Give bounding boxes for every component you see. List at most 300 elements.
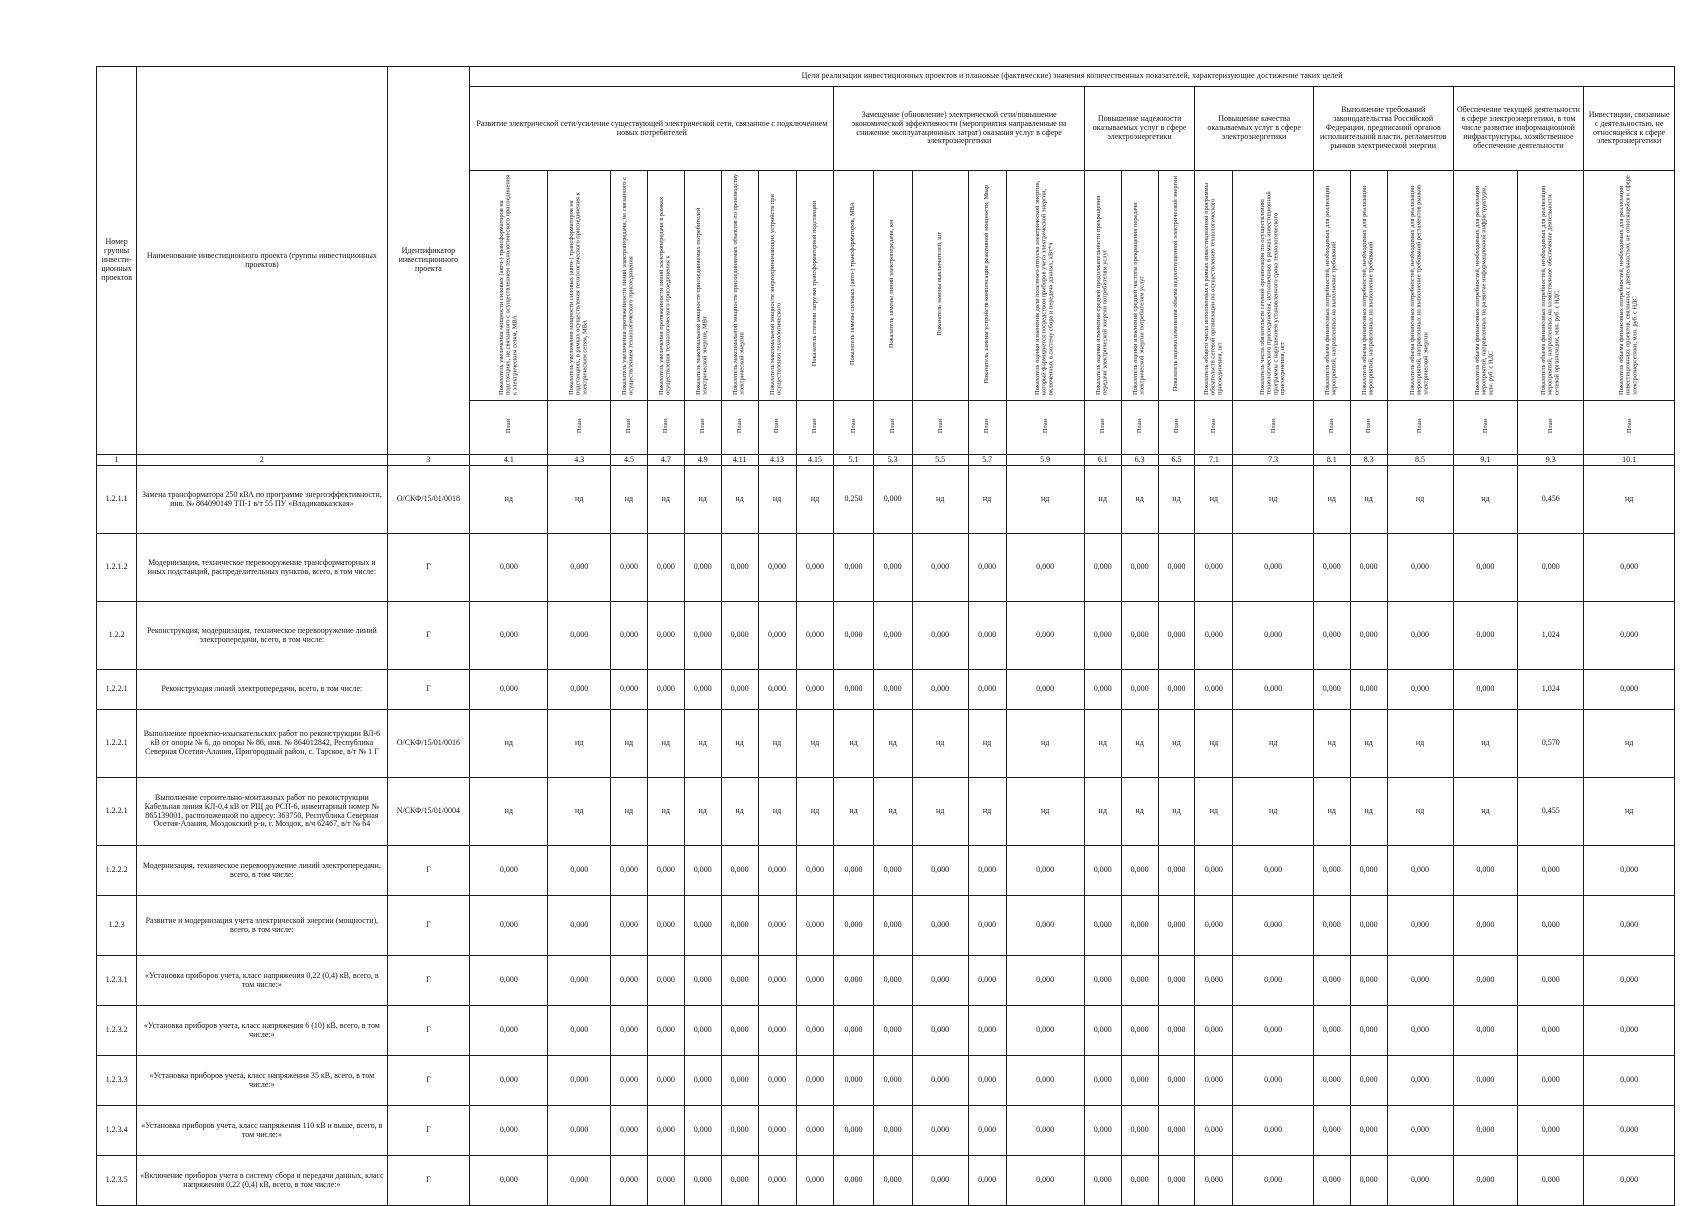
header-plan-label: План [735, 418, 743, 434]
header-indicator [1084, 171, 1121, 401]
row-value-cell: 0,000 [1313, 534, 1350, 602]
row-project-identifier: N/СКФ/15/01/0004 [387, 778, 470, 846]
row-value-cell: 0,000 [611, 602, 648, 670]
row-project-identifier: Г [387, 1106, 470, 1156]
row-value-cell: 0,000 [1584, 1006, 1675, 1056]
row-value-cell: нд [1158, 710, 1195, 778]
row-value-cell: нд [1121, 466, 1158, 534]
row-project-name: Реконструкция, модернизация, техническое перевооружение линий электропередачи, всего, в том числе: [137, 602, 387, 670]
header-indicator-label: Показатель замены линий электропередачи, км [888, 219, 896, 349]
header-plan-label: План [1328, 418, 1336, 434]
row-number: 1.2.3.1 [97, 956, 137, 1006]
row-value-cell: 0,000 [1584, 1106, 1675, 1156]
row-project-name: Модернизация, техническое перевооружение трансформаторных и иных подстанций, распределительных пунктов, всего, в том числе: [137, 534, 387, 602]
row-value-cell: 0,000 [548, 896, 611, 956]
row-value-cell: 0,000 [1350, 1106, 1387, 1156]
row-value-cell: 0,000 [1158, 956, 1195, 1006]
row-value-cell: нд [721, 466, 758, 534]
row-value-cell: 0,000 [1518, 534, 1584, 602]
header-plan-label: План [773, 418, 781, 434]
row-value-cell: 0,000 [1387, 1106, 1453, 1156]
row-value-cell: 0,000 [684, 534, 721, 602]
header-plan-cell [721, 401, 758, 455]
header-plan-label: План [1365, 418, 1373, 434]
header-indicator [912, 171, 968, 401]
row-value-cell: 0,000 [1313, 1106, 1350, 1156]
header-indicator-label: Показатель общего числа исполненных в рамках инвестиционной программы обязательств сетевой организации по осуществлению технологического присоединения, шт [1202, 182, 1224, 396]
row-value-cell: 0,000 [548, 1056, 611, 1106]
row-value-cell: 0,000 [1006, 602, 1084, 670]
row-project-identifier: О/СКФ/15/01/0016 [387, 710, 470, 778]
row-value-cell: 0,000 [968, 670, 1006, 710]
row-value-cell: 0,000 [1233, 846, 1313, 896]
column-number: 4.11 [721, 455, 758, 466]
row-value-cell: 0,000 [470, 896, 548, 956]
column-number: 9.1 [1453, 455, 1518, 466]
row-value-cell: 0,000 [684, 670, 721, 710]
header-plan-cell [1387, 401, 1453, 455]
row-value-cell: нд [1313, 710, 1350, 778]
row-value-cell: нд [470, 778, 548, 846]
row-value-cell: нд [796, 778, 834, 846]
row-value-cell: нд [1350, 778, 1387, 846]
row-value-cell: 0,000 [1158, 1156, 1195, 1206]
row-value-cell: нд [1387, 466, 1453, 534]
row-value-cell: нд [1233, 466, 1313, 534]
table-row [97, 670, 1675, 710]
row-value-cell: 0,000 [611, 670, 648, 710]
column-number: 5.1 [834, 455, 873, 466]
row-value-cell: 0,000 [1313, 1006, 1350, 1056]
row-value-cell: 0,000 [684, 956, 721, 1006]
row-value-cell: нд [647, 710, 684, 778]
column-number: 10.1 [1584, 455, 1675, 466]
row-value-cell: 0,000 [1084, 1106, 1121, 1156]
header-indicator [1584, 171, 1675, 401]
row-value-cell: 0,000 [1233, 670, 1313, 710]
row-value-cell: нд [912, 466, 968, 534]
row-value-cell: нд [684, 778, 721, 846]
row-value-cell: нд [1350, 466, 1387, 534]
row-value-cell: 0,000 [758, 1006, 796, 1056]
header-row-column-numbers [97, 455, 1675, 466]
row-value-cell: 0,000 [1584, 670, 1675, 710]
row-value-cell: 0,000 [912, 670, 968, 710]
row-value-cell: 0,000 [1350, 956, 1387, 1006]
row-value-cell: нд [1453, 778, 1518, 846]
row-value-cell: 0,000 [1453, 956, 1518, 1006]
row-value-cell: 0,000 [611, 1106, 648, 1156]
header-indicator [1350, 171, 1387, 401]
header-plan-label: План [849, 418, 857, 434]
header-indicator [548, 171, 611, 401]
header-indicator [1313, 171, 1350, 401]
row-value-cell: 0,000 [1121, 1106, 1158, 1156]
row-value-cell: 0,000 [1006, 1006, 1084, 1056]
row-value-cell: 0,000 [1584, 534, 1675, 602]
header-indicator [834, 171, 873, 401]
row-value-cell: 0,000 [873, 846, 912, 896]
header-plan-cell [1313, 401, 1350, 455]
column-number: 8.1 [1313, 455, 1350, 466]
row-value-cell: 0,000 [873, 956, 912, 1006]
investment-indicators-table [96, 66, 1675, 1206]
row-value-cell: 0,000 [1121, 602, 1158, 670]
table-row [97, 1056, 1675, 1106]
row-value-cell: 0,000 [1006, 896, 1084, 956]
row-value-cell: 0,000 [1121, 534, 1158, 602]
header-plan-cell [758, 401, 796, 455]
row-value-cell: 0,000 [968, 846, 1006, 896]
row-value-cell: нд [548, 710, 611, 778]
header-indicator [470, 171, 548, 401]
row-value-cell: нд [968, 778, 1006, 846]
header-indicator-label: Показатель объема финансовых потребностей, необходимых для реализации мероприятий, направленных на хозяйственное обеспечение деятельности сетевой организации, млн. руб. с НДС [1539, 185, 1561, 396]
column-number: 4.5 [611, 455, 648, 466]
row-value-cell: 0,000 [1121, 1006, 1158, 1056]
row-value-cell: 0,000 [1195, 1156, 1233, 1206]
row-number: 1.2.3.5 [97, 1156, 137, 1206]
row-value-cell: 0,000 [758, 896, 796, 956]
header-col-name: Наименование инвестиционного проекта (группы инвестиционных проектов) [137, 67, 387, 455]
row-value-cell: 0,000 [1387, 846, 1453, 896]
row-value-cell: нд [1453, 466, 1518, 534]
header-indicator [1387, 171, 1453, 401]
row-value-cell: 0,000 [647, 602, 684, 670]
row-value-cell: 0,000 [611, 1006, 648, 1056]
table-row [97, 602, 1675, 670]
row-value-cell: 0,000 [912, 896, 968, 956]
row-value-cell: нд [647, 778, 684, 846]
row-value-cell: 0,000 [834, 602, 873, 670]
row-value-cell: нд [1584, 778, 1675, 846]
table-row [97, 710, 1675, 778]
row-value-cell: 0,000 [684, 1006, 721, 1056]
header-indicator [1233, 171, 1313, 401]
row-value-cell: нд [1158, 466, 1195, 534]
column-number: 4.9 [684, 455, 721, 466]
row-value-cell: 0,000 [1387, 534, 1453, 602]
column-number: 6.5 [1158, 455, 1195, 466]
row-value-cell: нд [611, 466, 648, 534]
row-value-cell: 0,000 [684, 846, 721, 896]
row-value-cell: 0,000 [470, 670, 548, 710]
row-value-cell: 0,000 [834, 1056, 873, 1106]
row-value-cell: 0,000 [1233, 1106, 1313, 1156]
column-number: 7.3 [1233, 455, 1313, 466]
row-value-cell: нд [796, 710, 834, 778]
row-value-cell: нд [1584, 466, 1675, 534]
row-value-cell: нд [912, 710, 968, 778]
header-indicator-label: Показатель максимальной мощности присоединяемых объектов по производству электрической энергии [731, 173, 746, 396]
header-indicator-label: Показатель объема финансовых потребностей, необходимых для реализации мероприятий, направленных на выполнение требований регламентов рынков электрической энергии [1408, 184, 1430, 396]
header-plan-label: План [1210, 418, 1218, 434]
row-value-cell: 0,000 [721, 1006, 758, 1056]
row-project-identifier: Г [387, 846, 470, 896]
row-value-cell: 0,000 [1121, 1056, 1158, 1106]
row-value-cell: 0,000 [1350, 846, 1387, 896]
row-value-cell: нд [684, 466, 721, 534]
row-value-cell: 0,000 [1387, 602, 1453, 670]
row-number: 1.2.2.1 [97, 670, 137, 710]
row-value-cell: 0,000 [1195, 1006, 1233, 1056]
row-value-cell: нд [1158, 778, 1195, 846]
row-value-cell: нд [470, 710, 548, 778]
row-value-cell: 0,000 [1453, 534, 1518, 602]
header-plan-label: План [936, 418, 944, 434]
header-indicator-label: Показатель степени загрузки трансформаторной подстанции [810, 201, 818, 367]
header-plan-label: План [625, 418, 633, 434]
row-value-cell: 0,000 [912, 1106, 968, 1156]
row-value-cell: нд [1313, 466, 1350, 534]
row-project-identifier: Г [387, 1006, 470, 1056]
row-value-cell: 0,000 [721, 602, 758, 670]
header-indicator-label: Показатель замены устройств компенсации реактивной мощности, Мвар [982, 184, 990, 384]
header-indicator-label: Показатель увеличения протяженности линий электропередачи в рамках осуществления технологического присоединения к [658, 197, 672, 396]
row-value-cell: 0,000 [1350, 534, 1387, 602]
row-value-cell: 0,000 [1233, 1006, 1313, 1056]
column-number: 4.13 [758, 455, 796, 466]
table-row [97, 778, 1675, 846]
header-plan-label: План [1041, 418, 1049, 434]
row-value-cell: нд [611, 778, 648, 846]
row-value-cell: нд [834, 710, 873, 778]
header-row-goals [97, 67, 1675, 87]
row-value-cell: 0,000 [647, 1006, 684, 1056]
header-indicator-label: Показатель увеличения протяженности линий электропередачи, не связанного с осуществлением технологического присоединения [621, 177, 635, 396]
header-plan-label: План [662, 418, 670, 434]
header-plan-label: План [811, 418, 819, 434]
row-value-cell: 0,000 [611, 534, 648, 602]
row-value-cell: нд [758, 466, 796, 534]
header-plan-cell [968, 401, 1006, 455]
table-row [97, 956, 1675, 1006]
row-value-cell: нд [1387, 710, 1453, 778]
row-value-cell: 0,000 [758, 602, 796, 670]
header-plan-label: План [1547, 418, 1555, 434]
header-plan-cell [1233, 401, 1313, 455]
row-value-cell: 0,000 [796, 1056, 834, 1106]
row-number: 1.2.3.3 [97, 1056, 137, 1106]
row-value-cell: нд [873, 778, 912, 846]
row-value-cell: 0,000 [968, 534, 1006, 602]
header-goals-title: Цели реализации инвестиционных проектов и плановые (фактические) значения количественных показателей, характеризующие достижение таких целей [470, 67, 1675, 87]
header-plan-cell [912, 401, 968, 455]
header-plan-label: План [1481, 418, 1489, 434]
row-value-cell: 0,000 [1453, 602, 1518, 670]
row-value-cell: 0,000 [912, 534, 968, 602]
header-group: Повышение надежности оказываемых услуг в сфере электроэнергетики [1084, 87, 1195, 171]
row-value-cell: 0,000 [1313, 1156, 1350, 1206]
row-value-cell: 0,000 [1350, 1006, 1387, 1056]
row-value-cell: 0,000 [758, 956, 796, 1006]
row-value-cell: 0,000 [721, 956, 758, 1006]
row-value-cell: 0,000 [1084, 896, 1121, 956]
row-number: 1.2.3 [97, 896, 137, 956]
column-number: 5.5 [912, 455, 968, 466]
row-value-cell: 0,000 [873, 1106, 912, 1156]
row-value-cell: 0,000 [1084, 670, 1121, 710]
header-plan-cell [1350, 401, 1387, 455]
row-value-cell: 0,000 [1313, 670, 1350, 710]
column-number: 4.7 [647, 455, 684, 466]
row-value-cell: 0,000 [1518, 1106, 1584, 1156]
row-value-cell: 0,000 [1195, 602, 1233, 670]
row-value-cell: 0,000 [1313, 1056, 1350, 1106]
row-value-cell: 0,250 [834, 466, 873, 534]
header-plan-cell [684, 401, 721, 455]
row-value-cell: 0,000 [721, 1106, 758, 1156]
row-value-cell: 0,000 [1233, 896, 1313, 956]
row-value-cell: 0,000 [1350, 670, 1387, 710]
table-row [97, 1006, 1675, 1056]
row-value-cell: 0,000 [1350, 896, 1387, 956]
row-value-cell: 0,000 [873, 602, 912, 670]
row-value-cell: 0,000 [721, 896, 758, 956]
header-plan-cell [548, 401, 611, 455]
row-value-cell: 0,000 [1158, 534, 1195, 602]
header-indicator [968, 171, 1006, 401]
row-value-cell: 0,000 [912, 602, 968, 670]
row-value-cell: 0,000 [1387, 1056, 1453, 1106]
row-value-cell: 0,000 [1195, 896, 1233, 956]
row-value-cell: 0,000 [834, 1156, 873, 1206]
header-indicator-label: Показатель замены выключателей, шт [935, 232, 943, 336]
row-value-cell: 0,000 [758, 1056, 796, 1106]
row-value-cell: 0,000 [611, 1056, 648, 1106]
row-value-cell: 0,570 [1518, 710, 1584, 778]
row-value-cell: 0,000 [647, 896, 684, 956]
row-value-cell: 0,000 [758, 1106, 796, 1156]
header-indicator [611, 171, 648, 401]
row-number: 1.2.3.4 [97, 1106, 137, 1156]
row-value-cell: 0,000 [796, 846, 834, 896]
row-value-cell: нд [470, 466, 548, 534]
column-number: 6.1 [1084, 455, 1121, 466]
row-value-cell: 0,000 [758, 1156, 796, 1206]
row-project-name: Замена трансформатора 250 кВА по программе энергоэффективности, инв. № 864090149 ТП-1 в/т 55 ПУ «Владикавказская» [137, 466, 387, 534]
row-value-cell: 0,000 [548, 602, 611, 670]
row-value-cell: 0,000 [721, 1056, 758, 1106]
header-plan-cell [1084, 401, 1121, 455]
row-value-cell: нд [1121, 710, 1158, 778]
row-project-identifier: Г [387, 896, 470, 956]
header-plan-label: План [699, 418, 707, 434]
row-value-cell: нд [647, 466, 684, 534]
table-row [97, 896, 1675, 956]
row-value-cell: 0,000 [684, 1056, 721, 1106]
row-value-cell: 0,456 [1518, 466, 1584, 534]
header-plan-cell [1195, 401, 1233, 455]
row-value-cell: нд [1006, 710, 1084, 778]
header-plan-cell [1006, 401, 1084, 455]
row-value-cell: 0,000 [548, 670, 611, 710]
row-project-name: «Установка приборов учета, класс напряжения 110 кВ и выше, всего, в том числе:» [137, 1106, 387, 1156]
row-value-cell: 1,024 [1518, 602, 1584, 670]
row-value-cell: 0,000 [1006, 670, 1084, 710]
row-value-cell: 0,000 [684, 602, 721, 670]
row-value-cell: 0,000 [1195, 1056, 1233, 1106]
row-value-cell: 0,000 [834, 534, 873, 602]
column-number: 8.5 [1387, 455, 1453, 466]
header-plan-label: План [889, 418, 897, 434]
header-plan-cell [1518, 401, 1584, 455]
row-value-cell: 0,000 [1387, 1156, 1453, 1206]
row-value-cell: 0,000 [1518, 896, 1584, 956]
row-value-cell: 0,000 [1084, 1156, 1121, 1206]
row-value-cell: 0,000 [647, 534, 684, 602]
row-value-cell: нд [1387, 778, 1453, 846]
row-value-cell: 0,000 [796, 1106, 834, 1156]
row-value-cell: 0,000 [796, 896, 834, 956]
row-value-cell: 0,000 [834, 956, 873, 1006]
header-indicator [721, 171, 758, 401]
row-value-cell: 0,000 [834, 896, 873, 956]
row-value-cell: нд [721, 710, 758, 778]
row-value-cell: 0,000 [1158, 1106, 1195, 1156]
row-value-cell: 0,000 [1006, 956, 1084, 1006]
row-value-cell: 0,000 [1121, 896, 1158, 956]
row-value-cell: 0,000 [796, 602, 834, 670]
row-value-cell: 0,000 [758, 670, 796, 710]
row-value-cell: нд [758, 710, 796, 778]
row-value-cell: 0,000 [611, 956, 648, 1006]
row-project-name: «Установка приборов учета, класс напряжения 6 (10) кВ, всего, в том числе:» [137, 1006, 387, 1056]
row-value-cell: 0,000 [1350, 1056, 1387, 1106]
row-value-cell: 0,000 [1084, 956, 1121, 1006]
header-plan-cell [1158, 401, 1195, 455]
row-value-cell: 0,000 [1084, 846, 1121, 896]
row-value-cell: 0,000 [721, 670, 758, 710]
row-value-cell: 0,000 [1518, 956, 1584, 1006]
header-plan-label: План [505, 418, 513, 434]
header-plan-cell [834, 401, 873, 455]
row-value-cell: 0,000 [912, 1156, 968, 1206]
header-col-identifier: Идентификатор инвестиционного проекта [387, 67, 470, 455]
row-number: 1.2.1.1 [97, 466, 137, 534]
column-number: 5.3 [873, 455, 912, 466]
row-value-cell: 0,000 [721, 534, 758, 602]
row-value-cell: 0,000 [1084, 1006, 1121, 1056]
row-value-cell: 0,000 [470, 846, 548, 896]
row-value-cell: нд [548, 778, 611, 846]
row-value-cell: 0,000 [1584, 1156, 1675, 1206]
column-number: 2 [137, 455, 387, 466]
row-value-cell: 0,000 [1006, 846, 1084, 896]
row-value-cell: 0,000 [834, 846, 873, 896]
row-value-cell: нд [548, 466, 611, 534]
row-value-cell: нд [1233, 710, 1313, 778]
row-number: 1.2.3.2 [97, 1006, 137, 1056]
header-indicator [684, 171, 721, 401]
row-value-cell: 0,000 [1006, 1056, 1084, 1106]
row-value-cell: нд [1195, 466, 1233, 534]
row-value-cell: 0,000 [1453, 846, 1518, 896]
row-value-cell: 0,000 [1084, 602, 1121, 670]
column-number: 4.3 [548, 455, 611, 466]
row-value-cell: 0,000 [647, 1056, 684, 1106]
row-project-identifier: Г [387, 534, 470, 602]
row-value-cell: 0,000 [470, 1006, 548, 1056]
row-value-cell: 0,000 [647, 1106, 684, 1156]
table-row [97, 466, 1675, 534]
row-value-cell: 0,000 [1084, 1056, 1121, 1106]
row-value-cell: 0,000 [470, 1156, 548, 1206]
header-plan-label: План [983, 418, 991, 434]
column-number: 8.3 [1350, 455, 1387, 466]
row-value-cell: 0,000 [647, 670, 684, 710]
header-plan-cell [611, 401, 648, 455]
